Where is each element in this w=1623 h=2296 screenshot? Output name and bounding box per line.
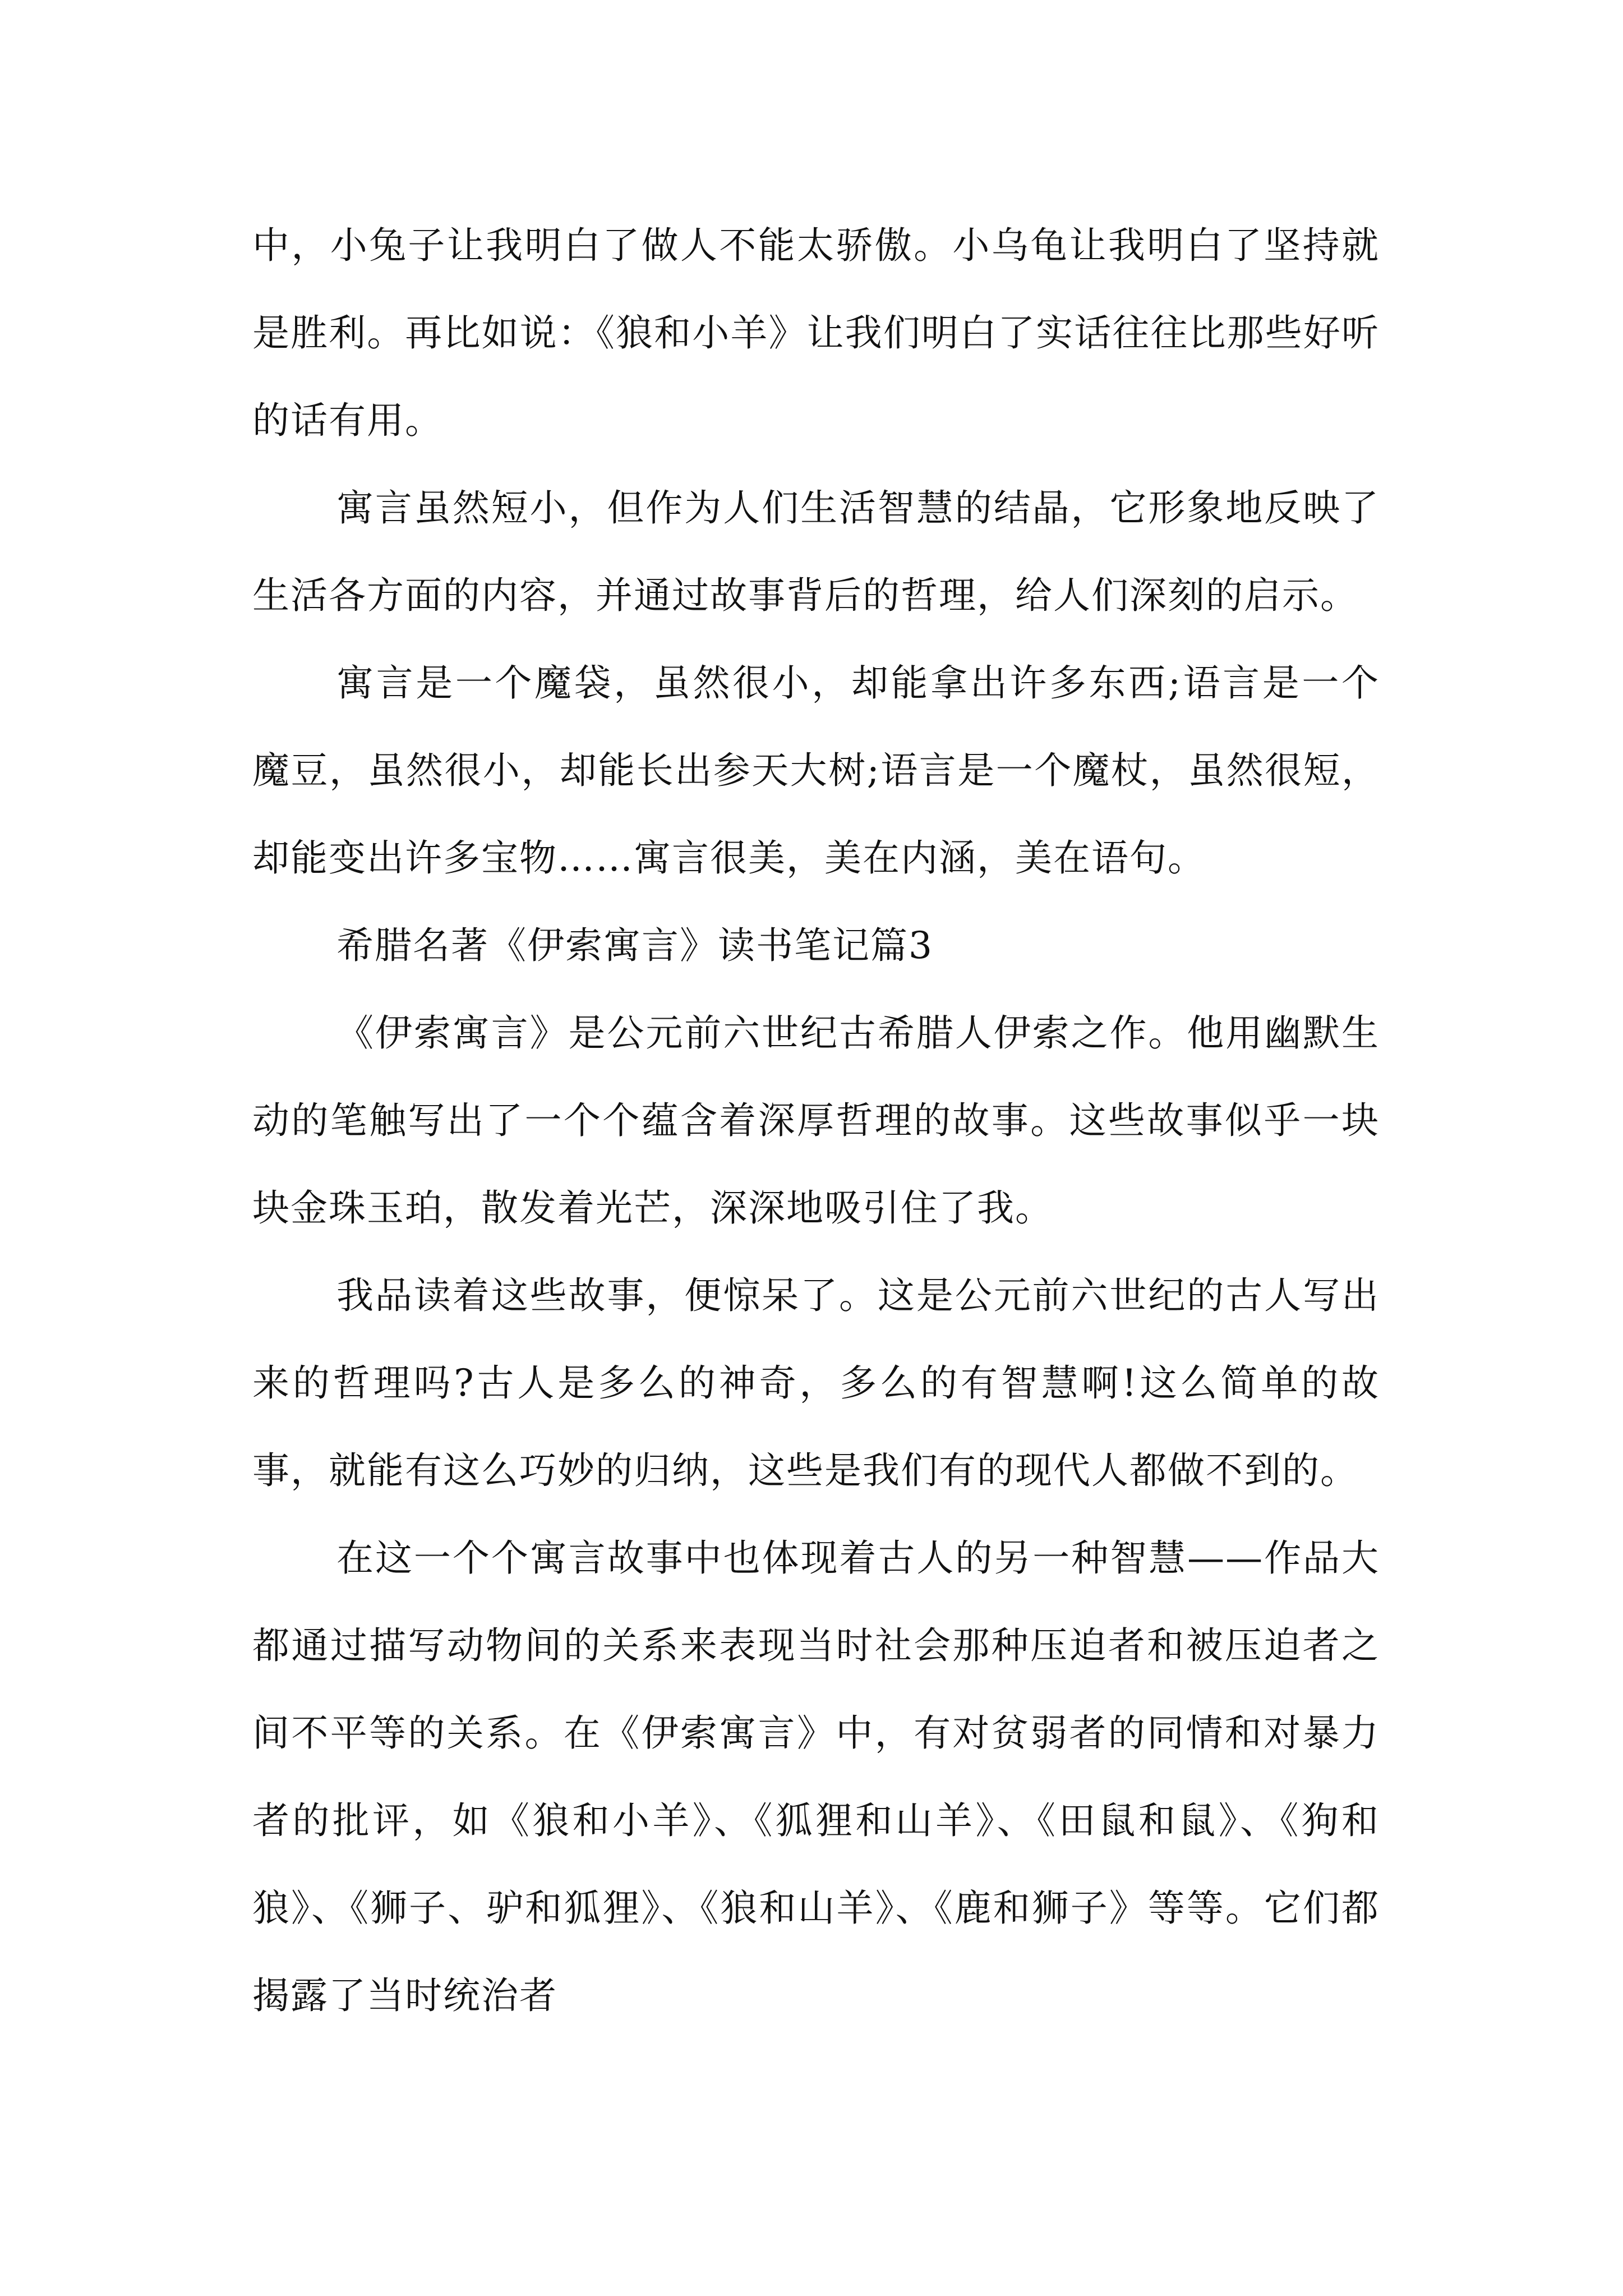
paragraph-continuation: 中，小兔子让我明白了做人不能太骄傲。小乌龟让我明白了坚持就是胜利。再比如说：《狼和小羊》让我们明白了实话往往比那些好听的话有用。: [252, 224, 1380, 442]
paragraph-fable-wisdom: 寓言虽然短小，但作为人们生活智慧的结晶，它形象地反映了生活各方面的内容，并通过故事背后的哲理，给人们深刻的启示。: [252, 486, 1380, 617]
section-heading: 希腊名著《伊索寓言》读书笔记篇3: [336, 924, 933, 967]
paragraph-ancient-wisdom: 在这一个个寓言故事中也体现着古人的另一种智慧——作品大都通过描写动物间的关系来表现当时社会那种压迫者和被压迫者之间不平等的关系。在《伊索寓言》中，有对贫弱者的同情和对暴力者的批评，如《狼和小羊》、《狐狸和山羊》、《田鼠和鼠》、《狗和狼》、《狮子、驴和狐狸》、《狼和山羊》、《鹿和狮子》等等。它们都揭露了当时统治者: [252, 1536, 1380, 2017]
document-page: [252, 202, 1380, 2040]
paragraph-fable-metaphor: 寓言是一个魔袋，虽然很小，却能拿出许多东西;语言是一个魔豆，虽然很小，却能长出参天大树;语言是一个魔杖，虽然很短，却能变出许多宝物……寓言很美，美在内涵，美在语句。: [252, 661, 1380, 880]
paragraph-reading-reflection: 我品读着这些故事，便惊呆了。这是公元前六世纪的古人写出来的哲理吗?古人是多么的神奇，多么的有智慧啊!这么简单的故事，就能有这么巧妙的归纳，这些是我们有的现代人都做不到的。: [252, 1274, 1380, 1492]
paragraph-aesop-intro: 《伊索寓言》是公元前六世纪古希腊人伊索之作。他用幽默生动的笔触写出了一个个蕴含着深厚哲理的故事。这些故事似乎一块块金珠玉珀，散发着光芒，深深地吸引住了我。: [252, 1011, 1380, 1230]
